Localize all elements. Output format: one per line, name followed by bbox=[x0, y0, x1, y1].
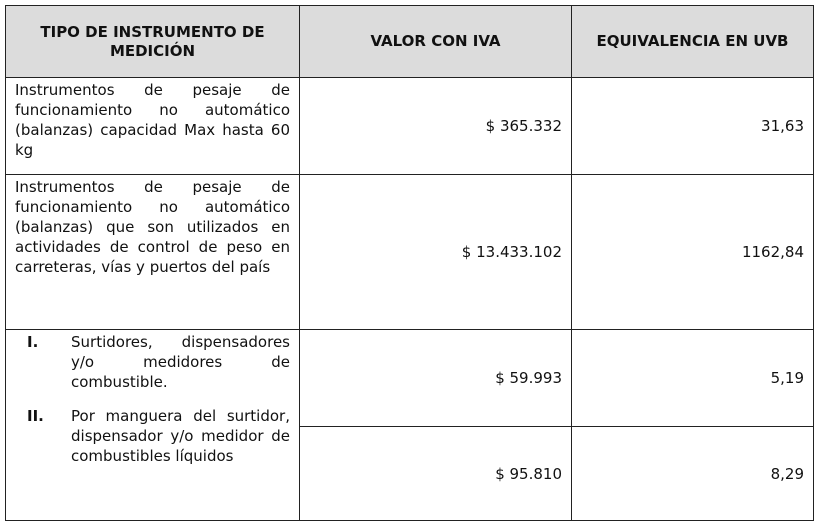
uvb-equivalence: 31,63 bbox=[572, 78, 814, 175]
roman-numeral: II. bbox=[27, 407, 44, 425]
fuel-dispenser-description-cell bbox=[6, 330, 300, 521]
table-row bbox=[6, 330, 814, 427]
header-value-with-vat: VALOR CON IVA bbox=[300, 6, 572, 78]
header-row bbox=[6, 6, 814, 78]
value-with-vat: $ 95.810 bbox=[300, 427, 572, 521]
header-uvb-equivalence: EQUIVALENCIA EN UVB bbox=[572, 6, 814, 78]
uvb-equivalence: 5,19 bbox=[572, 330, 814, 427]
instrument-description: Instrumentos de pesaje de funcionamiento no automático (balanzas) capacidad Max hasta 60 kg bbox=[6, 78, 300, 175]
table-row bbox=[6, 78, 814, 175]
uvb-equivalence: 1162,84 bbox=[572, 175, 814, 330]
value-with-vat: $ 59.993 bbox=[300, 330, 572, 427]
list-item bbox=[15, 406, 290, 466]
sub-item-description: Surtidores, dispensadores y/o medidores de combustible. bbox=[71, 333, 290, 391]
uvb-equivalence: 8,29 bbox=[572, 427, 814, 521]
roman-numeral: I. bbox=[27, 333, 39, 351]
value-with-vat: $ 365.332 bbox=[300, 78, 572, 175]
instrument-fee-table bbox=[5, 5, 814, 521]
list-item bbox=[15, 332, 290, 392]
instrument-description: Instrumentos de pesaje de funcionamiento no automático (balanzas) que son utilizados en actividades de control de peso en carreteras, vías y puertos del país bbox=[6, 175, 300, 330]
value-with-vat: $ 13.433.102 bbox=[300, 175, 572, 330]
table-row bbox=[6, 175, 814, 330]
header-instrument-type: TIPO DE INSTRUMENTO DE MEDICIÓN bbox=[6, 6, 300, 78]
sub-item-description: Por manguera del surtidor, dispensador y/o medidor de combustibles líquidos bbox=[71, 407, 290, 465]
